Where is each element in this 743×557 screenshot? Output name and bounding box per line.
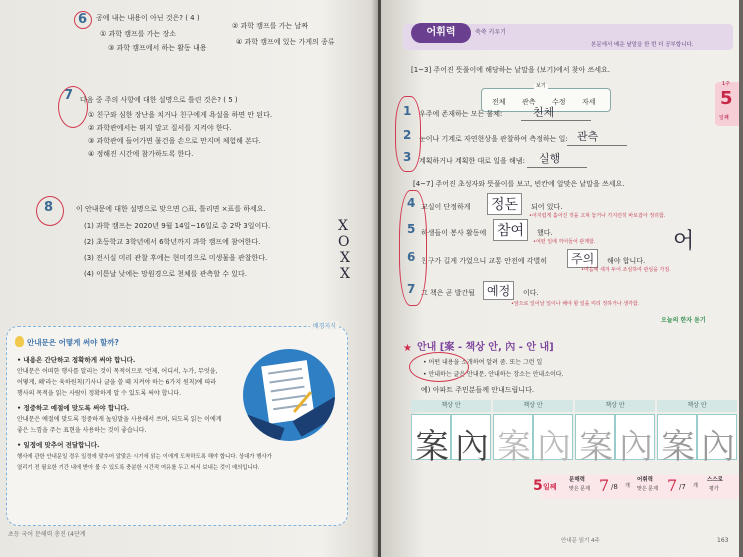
answer-line [521,120,591,121]
left-footer: 초등 국어 문해력 총진 (4단계 [8,531,86,538]
page-number: 163 [717,537,729,544]
hanja-description-1: • 어떤 내용을 소개하여 알려 줌. 또는 그런 일 [423,359,543,366]
score-vocab-total: /7 [679,483,686,491]
example-word-1: 전체 [492,98,506,106]
star-icon: ★ [403,343,412,354]
hanja-cell [493,414,533,467]
question-6-option-4: ④ 과학 캠프에 있는 가게의 종류 [236,38,335,46]
vocab-q2-answer: 관측 [577,130,599,143]
vocab-q2-text: 눈이나 기계로 자연현상을 관찰하여 측정하는 일: [419,135,568,143]
question-7-prompt: 다음 중 주의 사항에 대한 설명으로 틀린 것은? ( 5 ) [80,96,238,104]
score-literacy-total: /8 [611,483,618,491]
right-page [381,0,739,557]
hanja-example: 예) 아파트 주민분들께 안내드립니다. [421,386,535,394]
handwritten-mark-3: X [340,250,350,266]
day-tab-week: 1주 [722,81,731,87]
background-knowledge-box [6,323,348,526]
handwritten-mark-2: O [338,234,350,250]
vocab-q6-answer: 주의 [567,249,598,268]
vocab-q5-hint: •어떤 일에 끼어들어 관계함. [533,239,596,245]
info-line-10: 열리기 전 필요한 기간 내에 받아 볼 수 있도록 충분한 시간적 여유를 두고 써서 보내는 것이 예의입니다. [17,465,260,471]
hanja-practice-grid [411,400,736,467]
score-vocab-value: 7 [667,476,678,495]
vocab-q4-text: 교실이 단정하게 [421,203,471,211]
score-sub-vocab: 맞은 문제 [637,486,658,492]
score-sub-literacy: 맞은 문제 [569,486,590,492]
hanja-char: 案 [579,427,613,467]
margin-handwritten-answer: 어 [673,229,695,254]
info-line-6: 안내문은 예절에 맞도록 정중하게 높임말을 사용해서 쓰며, 되도록 읽는 이에게 [17,416,222,423]
info-line-9: 행사에 관한 안내문일 경우 일정에 맞추어 알맞은 시기에 읽는 이에게 도착하도록 해야 합니다. 상대가 행사가 [17,454,272,460]
score-day-label: 일째 [543,483,557,491]
score-label-literacy: 문해력 [569,477,585,483]
red-circle-mark [58,86,88,128]
hanja-description-2: • 안내하는 글은 안내문, 안내하는 장소는 안내소이다. [423,371,564,378]
vocab-q1-number: 1 [403,104,412,118]
score-vocab-unit: 개 [693,483,698,489]
day-tab-number: 5 [720,88,733,109]
vocab-q4-answer: 정돈 [487,193,522,215]
hanja-char: 案 [497,427,531,467]
handwritten-mark-4: X [340,266,350,282]
question-8-statement-2: (2) 초등학교 3학년에서 6학년까지 과학 캠프에 참여한다. [84,238,261,246]
vocab-q6-text: 친구가 길게 가었으니 교통 안전에 각별히 [421,257,548,265]
vocab-badge-subtitle: 쑥쑥 키우기 [475,29,506,36]
question-6-number: 6 [78,12,88,27]
vocab-q5-text: 하생들이 봉사 활동에 [421,229,487,237]
vocab-q3-text: 계획하거나 계획한 대로 일을 해냄: [419,157,525,165]
vocab-q4-hint: •어지럽게 흩어진 것을 고쳐 놓거나 가지런히 바로잡아 정리함. [529,213,666,219]
red-circle-mark [395,96,421,172]
score-day-number: 5 [533,478,543,494]
question-8-prompt: 이 안내문에 대한 설명으로 맞으면 ○표, 틀리면 ×표를 하세요. [76,205,266,213]
hanja-title: 안내 [案 - 책상 안, 內 - 안 내] [417,342,554,353]
score-literacy-unit: 개 [625,483,630,489]
red-circle-mark [409,352,469,382]
info-box-tag: 배경지식 [310,321,339,330]
day-tab [715,82,739,126]
question-8-statement-4: (4) 이튿날 낮에는 망원경으로 천체를 관측할 수 있다. [84,270,247,278]
answer-line [527,167,587,168]
score-label-self: 스스로 [707,477,723,483]
vocab-q7-text: 그 책은 곧 발간될 [421,289,476,297]
hanja-cell [575,414,615,467]
score-literacy-value: 7 [599,476,610,495]
red-circle-mark [399,190,427,306]
info-line-4: 행사의 목적을 읽는 사람이 정확하게 알 수 있도록 써야 합니다. [17,390,181,397]
vocab-q7-hint: •앞으로 일어날 일이나 해야 할 일을 미리 정하거나 생각함. [511,301,640,307]
vocab-q5-tail: 했다. [537,229,553,237]
red-circle-mark [74,11,92,29]
info-box-title: 안내문은 어떻게 써야 할까? [27,338,119,347]
info-line-8: • 일정에 맞추어 전달합니다. [17,441,100,449]
info-line-1: • 내용은 간단하고 정확하게 써야 합니다. [17,356,136,364]
example-label: 보기 [536,83,546,89]
writing-illustration [243,349,335,441]
info-line-7: 좋은 느낌을 주는 표현을 사용하는 것이 좋습니다. [17,427,147,434]
lightbulb-icon [15,336,24,347]
vocab-q3-answer: 실행 [539,152,561,165]
question-8-statement-1: (1) 과학 캠프는 2020년 9월 14일~16일로 총 2박 3일이다. [84,222,271,230]
vocab-q5-answer: 참여 [493,219,528,241]
question-8-number: 8 [44,200,54,215]
vocab-q4-tail: 되어 있다. [531,203,563,211]
score-bar [533,475,739,499]
vocab-q1-text: 우주에 존재하는 모든 물체: [419,110,503,118]
vocab-q3-number: 3 [403,150,412,164]
hanja-cell [615,414,655,467]
hanja-label-2: 책상 안 [493,400,573,412]
question-6-option-3: ③ 과학 캠프에서 하는 활동 내용 [108,44,207,52]
question-6-option-2: ② 과학 캠프를 가는 날짜 [232,22,309,30]
header-note: 본문에서 배운 낱말을 한 번 더 공부합니다. [591,42,694,48]
hanja-label-3: 책상 안 [575,400,655,412]
vocab-q7-tail: 이다. [523,289,539,297]
question-6-prompt: 공에 내는 내용이 아닌 것은? ( 4 ) [96,14,200,22]
hanja-cell [411,414,451,467]
vocab-q6-hint: •마음에 새겨 두어 조심하여 관심을 가짐. [581,267,671,273]
hanja-char: 內 [701,427,735,467]
hanja-char: 內 [619,427,653,467]
hanja-cell [451,414,491,467]
info-line-5: • 정중하고 예절에 맞도록 써야 합니다. [17,404,130,412]
hanja-label-1: 책상 안 [411,400,491,412]
vocab-q7-number: 7 [407,282,416,296]
hanja-banner: 오늘의 한자 돋기 [661,317,706,324]
example-word-3: 수정 [552,98,566,106]
red-circle-mark [36,196,64,226]
info-line-2: 안내문은 어떠한 행사를 알리는 것이 목적이므로 '언제, 어디서, 누가, 무엇을, [17,368,218,375]
score-sub-self: 평가 [709,486,719,492]
section-1-instruction: [1~3] 주어진 뜻풀이에 해당하는 낱말을 (보기)에서 찾아 쓰세요. [411,66,611,74]
question-7-number: 7 [64,88,74,103]
hanja-char: 案 [661,427,695,467]
vocab-q5-number: 5 [407,222,416,236]
question-6-option-1: ① 과학 캠프를 가는 장소 [100,30,177,38]
question-8-statement-3: (3) 전시실 미리 관찰 후에는 현미경으로 미생물을 관찰한다. [84,254,268,262]
hanja-cell [533,414,573,467]
question-7-option-4: ④ 정해진 시간에 참가하도록 한다. [88,150,194,158]
vocab-q1-answer: 천체 [533,106,555,119]
vocab-q6-number: 6 [407,250,416,264]
example-word-2: 관측 [522,98,536,106]
hanja-label-4: 책상 안 [657,400,737,412]
vocab-q6-tail: 해야 합니다. [607,257,646,265]
hanja-char: 內 [455,427,489,467]
day-tab-label: 일째 [719,115,729,121]
vocab-q2-number: 2 [403,128,412,142]
section-2-instruction: [4~7] 주어진 초성자와 뜻풀이를 보고, 빈칸에 알맞은 낱말을 쓰세요. [413,180,625,188]
hanja-char: 內 [537,427,571,467]
vocab-q4-number: 4 [407,196,416,210]
info-line-3: 어떻게, 왜'라는 육하원칙(기사나 글을 쓸 때 지켜야 하는 6가지 원칙)에 따라 [17,379,217,386]
question-7-option-1: ① 친구와 심한 장난을 치거나 친구에게 욕설을 하면 안 된다. [88,111,273,119]
vocab-badge: 어휘력 [411,23,471,43]
hanja-cell [657,414,697,467]
score-label-vocab: 어휘력 [637,477,653,483]
example-word-4: 자세 [582,98,596,106]
right-footer: 안내문 읽기 4주 [561,538,600,544]
answer-line [567,145,627,146]
question-7-option-2: ② 과학관에서는 뛰지 말고 질서를 지켜야 한다. [88,124,232,132]
handwritten-mark-1: X [338,218,348,234]
hanja-char: 案 [415,427,449,467]
question-7-option-3: ③ 과학관에 들어가면 물건을 손으로 만지며 체험해 본다. [88,137,261,145]
vocab-q7-answer: 예정 [483,281,514,300]
hanja-cell [697,414,737,467]
